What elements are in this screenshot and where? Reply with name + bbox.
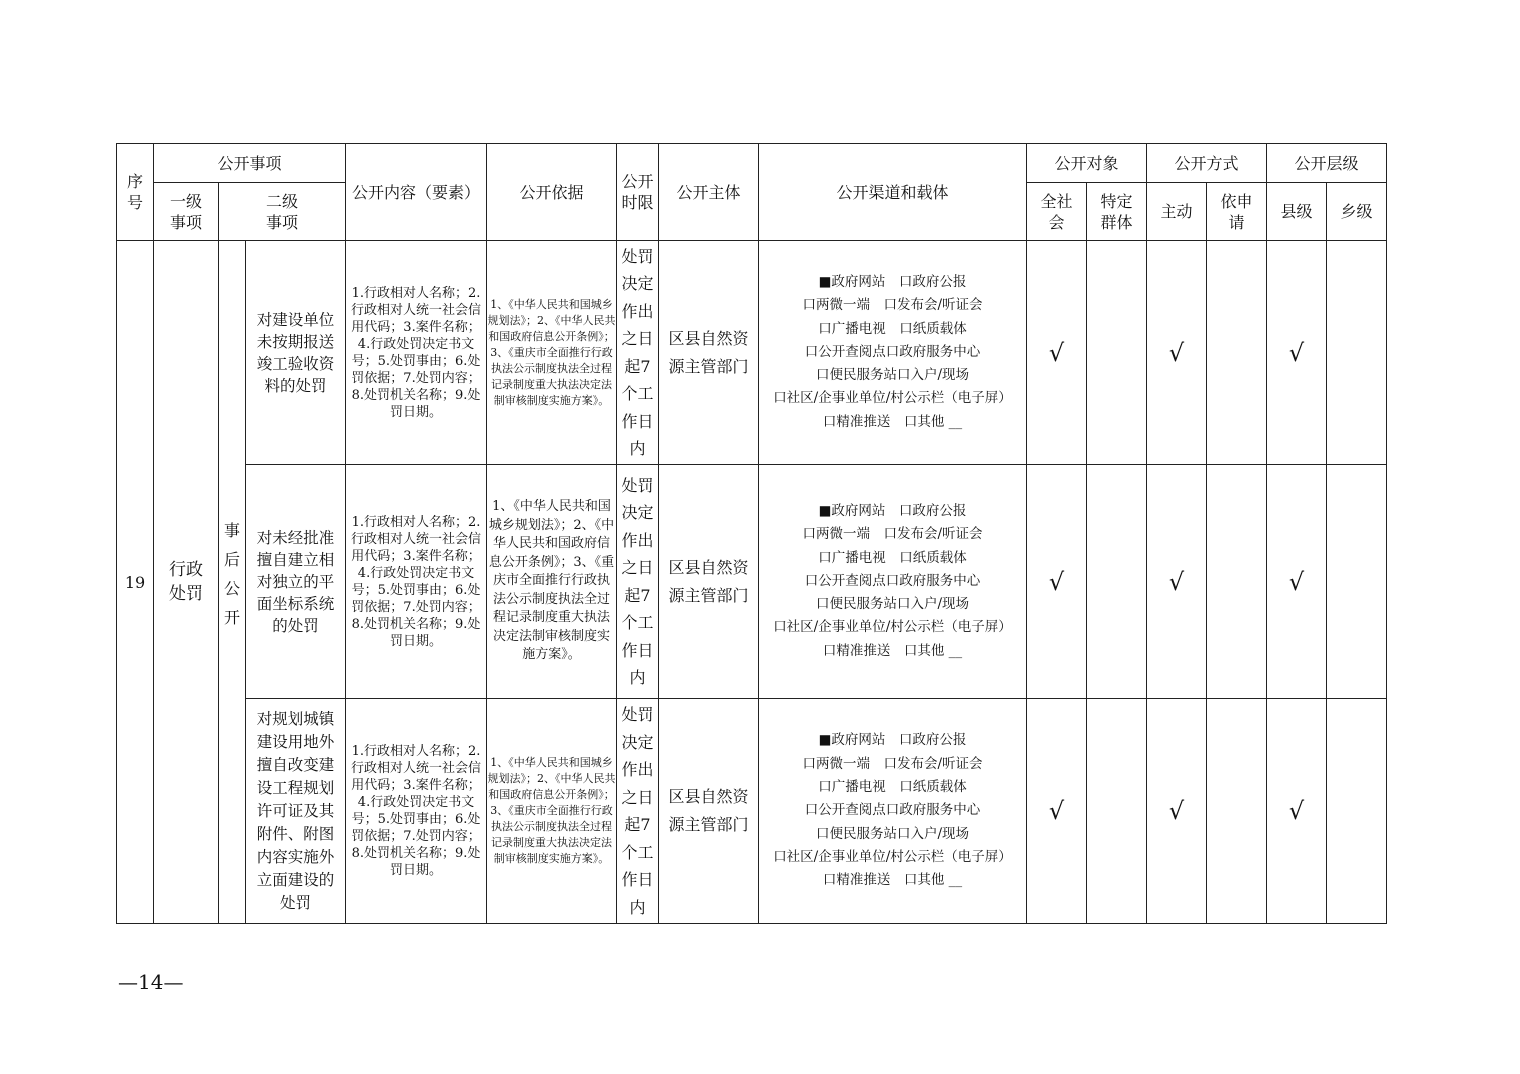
channel-line: 口两微一端 口发布会/听证会 — [802, 526, 983, 543]
secondary-item — [246, 699, 346, 924]
disclosure-table — [116, 143, 1387, 924]
seq-cell: 19 — [117, 241, 154, 924]
table-row — [117, 699, 1387, 924]
mode-active-check: √ — [1147, 241, 1207, 465]
channels-cell — [759, 241, 1027, 465]
channel-line: 口社区/企事业单位/村公示栏（电子屏） — [773, 848, 1012, 865]
header-level1-text: 一级事项 — [169, 191, 202, 232]
secondary-item — [246, 465, 346, 699]
channel-line: ■政府网站 口政府公报 — [818, 273, 967, 290]
channel-line: ■政府网站 口政府公报 — [818, 502, 967, 519]
target-all-check: √ — [1027, 465, 1087, 699]
table-row — [117, 465, 1387, 699]
time-limit-cell — [617, 465, 659, 699]
secondary-item-text: 对规划城镇建设用地外擅自改变建设工程规划许可证及其附件、附图内容实施外立面建设的处罚 — [256, 709, 335, 912]
header-mode-group: 公开方式 — [1147, 144, 1267, 183]
channel-line: 口公开查阅点口政府服务中心 — [804, 802, 981, 819]
time-limit-text: 处罚决定作出之日起7个工作日内 — [621, 475, 654, 687]
channels-cell — [759, 465, 1027, 699]
channel-line: 口两微一端 口发布会/听证会 — [802, 755, 983, 772]
header-mode-request — [1207, 183, 1267, 241]
header-target-all-text: 全社会 — [1040, 191, 1073, 232]
mode-request-check — [1207, 465, 1267, 699]
header-target-specific — [1087, 183, 1147, 241]
level-town-check — [1327, 241, 1387, 465]
time-limit-text: 处罚决定作出之日起7个工作日内 — [621, 246, 654, 458]
level1-cell — [154, 241, 219, 924]
target-all-check: √ — [1027, 241, 1087, 465]
header-subject: 公开主体 — [659, 144, 759, 241]
level-town-check — [1327, 465, 1387, 699]
header-target-specific-text: 特定群体 — [1100, 191, 1133, 232]
channel-line: 口广播电视 口纸质载体 — [818, 320, 967, 337]
timing-text: 事后公开 — [223, 520, 240, 627]
basis-cell: 1、《中华人民共和国城乡规划法》；2、《中华人民共和国政府信息公开条例》；3、《重庆市全面推行行政执法公示制度执法全过程记录制度重大执法决定法制审核制度实施方案》。 — [487, 465, 617, 699]
level1-text: 行政处罚 — [169, 560, 203, 604]
secondary-item-text: 对未经批准擅自建立相对独立的平面坐标系统的处罚 — [256, 528, 335, 635]
mode-request-check — [1207, 699, 1267, 924]
channel-line: 口社区/企事业单位/村公示栏（电子屏） — [773, 619, 1012, 636]
header-basis: 公开依据 — [487, 144, 617, 241]
mode-active-check: √ — [1147, 699, 1207, 924]
header-time-limit-text: 公开时限 — [621, 172, 654, 212]
content-cell: 1.行政相对人名称；2.行政相对人统一社会信用代码；3.案件名称；4.行政处罚决定书文号；5.处罚事由；6.处罚依据；7.处罚内容；8.处罚机关名称；9.处罚日期。 — [346, 699, 487, 924]
channel-line: 口公开查阅点口政府服务中心 — [804, 343, 981, 360]
target-specific-check — [1087, 465, 1147, 699]
header-level-town: 乡级 — [1327, 183, 1387, 241]
header-mode-request-text: 依申请 — [1220, 191, 1253, 232]
content-cell: 1.行政相对人名称；2.行政相对人统一社会信用代码；3.案件名称；4.行政处罚决定书文号；5.处罚事由；6.处罚依据；7.处罚内容；8.处罚机关名称；9.处罚日期。 — [346, 241, 487, 465]
subject-text: 区县自然资源主管部门 — [668, 557, 749, 605]
table-row — [117, 241, 1387, 465]
time-limit-text: 处罚决定作出之日起7个工作日内 — [621, 705, 654, 917]
channel-line: 口便民服务站口入户/现场 — [815, 825, 970, 842]
channel-line: 口便民服务站口入户/现场 — [815, 596, 970, 613]
mode-active-check: √ — [1147, 465, 1207, 699]
channel-line: 口精准推送 口其他 __ — [822, 872, 963, 889]
channel-line: 口公开查阅点口政府服务中心 — [804, 572, 981, 589]
content-cell: 1.行政相对人名称；2.行政相对人统一社会信用代码；3.案件名称；4.行政处罚决定书文号；5.处罚事由；6.处罚依据；7.处罚内容；8.处罚机关名称；9.处罚日期。 — [346, 465, 487, 699]
secondary-item — [246, 241, 346, 465]
header-level-county: 县级 — [1267, 183, 1327, 241]
header-content: 公开内容（要素） — [346, 144, 487, 241]
header-level-group: 公开层级 — [1267, 144, 1387, 183]
header-seq-text: 序号 — [126, 172, 143, 212]
header-level2 — [219, 183, 346, 241]
channel-line: 口精准推送 口其他 __ — [822, 642, 963, 659]
mode-request-check — [1207, 241, 1267, 465]
target-specific-check — [1087, 241, 1147, 465]
level-county-check: √ — [1267, 241, 1327, 465]
basis-cell: 1、《中华人民共和国城乡规划法》；2、《中华人民共和国政府信息公开条例》；3、《重庆市全面推行行政执法公示制度执法全过程记录制度重大执法决定法制审核制度实施方案》。 — [487, 699, 617, 924]
header-channels: 公开渠道和载体 — [759, 144, 1027, 241]
timing-cell — [219, 465, 246, 924]
header-target-group: 公开对象 — [1027, 144, 1147, 183]
header-seq — [117, 144, 154, 241]
level-county-check: √ — [1267, 465, 1327, 699]
header-level2-text: 二级事项 — [265, 191, 298, 232]
header-time-limit — [617, 144, 659, 241]
channel-line: ■政府网站 口政府公报 — [818, 732, 967, 749]
header-items-group: 公开事项 — [154, 144, 346, 183]
subject-cell — [659, 465, 759, 699]
subject-text: 区县自然资源主管部门 — [668, 328, 749, 376]
channel-line: 口精准推送 口其他 __ — [822, 413, 963, 430]
time-limit-cell — [617, 699, 659, 924]
target-specific-check — [1087, 699, 1147, 924]
level-town-check — [1327, 699, 1387, 924]
level-county-check: √ — [1267, 699, 1327, 924]
channel-line: 口广播电视 口纸质载体 — [818, 779, 967, 796]
basis-cell: 1、《中华人民共和国城乡规划法》；2、《中华人民共和国政府信息公开条例》；3、《重庆市全面推行行政执法公示制度执法全过程记录制度重大执法决定法制审核制度实施方案》。 — [487, 241, 617, 465]
timing-spacer-top — [219, 241, 246, 465]
channel-line: 口社区/企事业单位/村公示栏（电子屏） — [773, 390, 1012, 407]
target-all-check: √ — [1027, 699, 1087, 924]
secondary-item-text: 对建设单位未按期报送竣工验收资料的处罚 — [256, 310, 335, 395]
channels-cell — [759, 699, 1027, 924]
channel-line: 口广播电视 口纸质载体 — [818, 549, 967, 566]
channel-line: 口便民服务站口入户/现场 — [815, 367, 970, 384]
time-limit-cell — [617, 241, 659, 465]
header-level1 — [154, 183, 219, 241]
subject-cell — [659, 241, 759, 465]
subject-text: 区县自然资源主管部门 — [668, 787, 749, 834]
page-number: —14— — [118, 970, 184, 994]
channel-line: 口两微一端 口发布会/听证会 — [802, 297, 983, 314]
header-mode-active: 主动 — [1147, 183, 1207, 241]
header-target-all — [1027, 183, 1087, 241]
subject-cell — [659, 699, 759, 924]
